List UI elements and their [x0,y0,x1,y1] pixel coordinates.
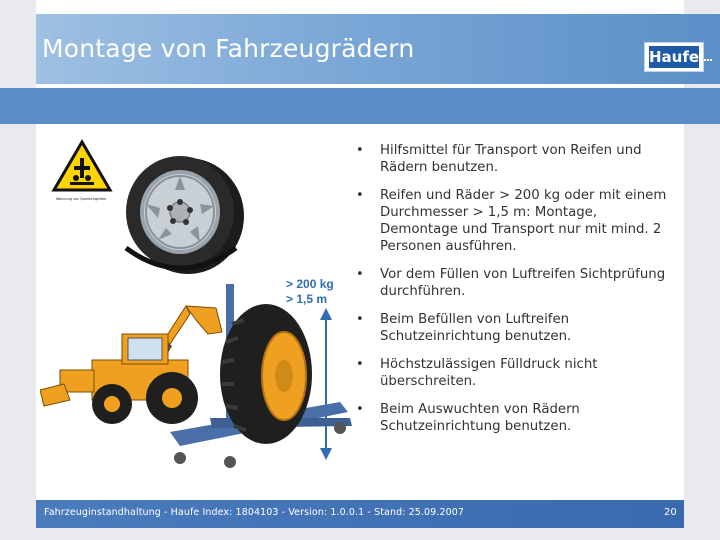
bullet-marker: • [356,312,364,327]
list-item-text: Beim Befüllen von Luftreifen Schutzeinrichtung benutzen. [380,312,572,344]
bottom-frame [0,528,720,540]
bullet-marker: • [356,267,364,282]
list-item [356,142,674,176]
bullet-marker: • [356,357,364,372]
page-number: 20 [664,507,677,518]
logo-dots [704,59,716,65]
list-item [356,356,674,390]
warning-sign-caption: Warnung vor Quetschgefahr [56,197,107,201]
safety-instructions-list [356,142,674,446]
bullet-marker: • [356,402,364,417]
list-item [356,187,674,255]
car-wheel-icon [126,156,244,274]
wheel-mounting-illustration [40,128,360,473]
logo-frame [644,42,704,72]
list-item-text: Hilfsmittel für Transport von Reifen und Rädern benutzen. [380,143,642,175]
list-item-text: Vor dem Füllen von Luftreifen Sichtprüfung durchführen. [380,267,666,299]
list-item [356,311,674,345]
logo-text: Haufe [649,48,700,66]
backhoe-loader-icon [40,306,222,424]
warning-crush-sign-icon [54,138,110,192]
bullet-marker: • [356,143,364,158]
dimension-arrow-icon [320,308,332,460]
slide-title: Montage von Fahrzeugrädern [42,34,415,63]
list-item-text: Beim Auswuchten von Rädern Schutzeinrichtung benutzen. [380,402,580,434]
diameter-label: > 1,5 m [286,292,328,306]
footer-text: Fahrzeuginstandhaltung - Haufe Index: 1804103 - Version: 1.0.0.1 - Stand: 25.09.2007 [44,507,465,518]
bullet-marker: • [356,188,364,203]
list-item [356,266,674,300]
left-frame [0,0,36,540]
header-band [0,88,720,124]
list-item [356,401,674,435]
weight-label: > 200 kg [286,277,334,291]
haufe-logo [644,42,716,70]
list-item-text: Reifen und Räder > 200 kg oder mit einem Durchmesser > 1,5 m: Montage, Demontage und Transport nur mit mind. 2 Personen ausführen. [380,188,667,254]
list-item-text: Höchstzulässigen Fülldruck nicht überschreiten. [380,357,598,389]
